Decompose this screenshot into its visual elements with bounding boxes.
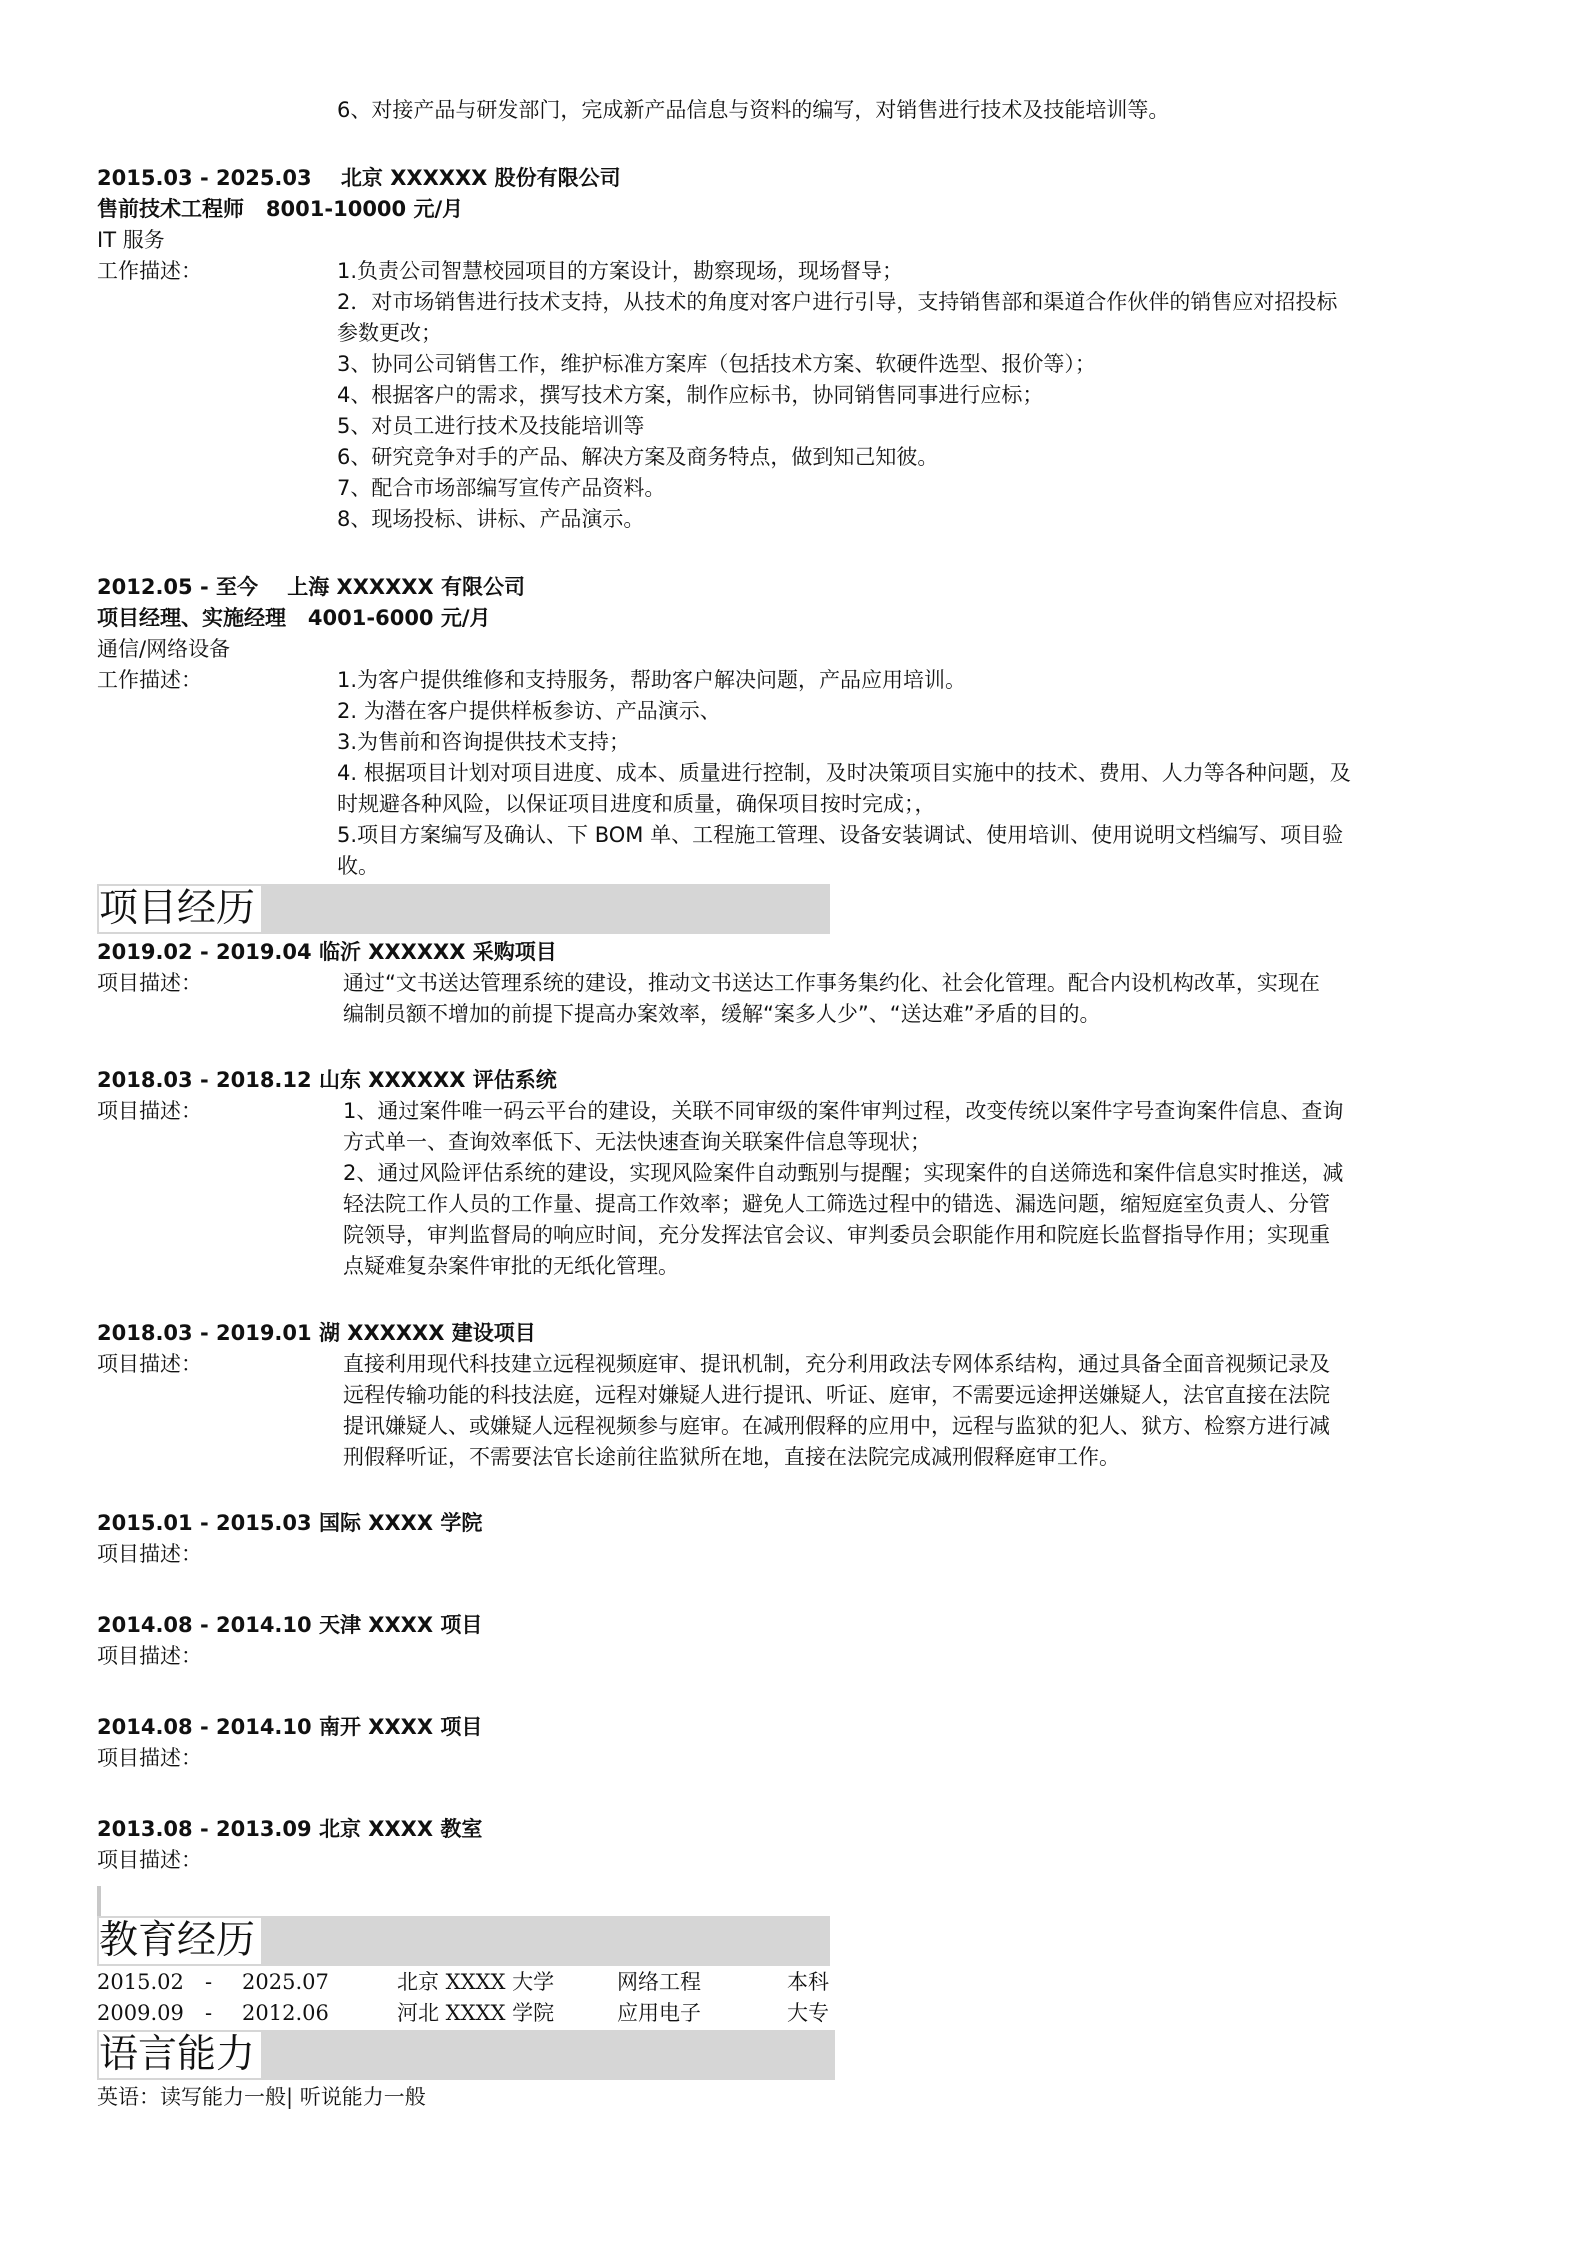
job-desc-line: 1.负责公司智慧校园项目的方案设计，勘察现场，现场督导； [337, 259, 904, 283]
project-desc-label: 项目描述： [97, 1644, 202, 1668]
edu-major: 应用电子 [617, 2001, 701, 2025]
job-industry: IT 服务 [97, 228, 165, 252]
job-desc-line: 8、现场投标、讲标、产品演示。 [337, 507, 645, 531]
edu-major: 网络工程 [617, 1970, 701, 1994]
project-desc-label: 项目描述： [97, 1099, 202, 1123]
education-row [97, 1967, 832, 1998]
project-desc-line: 直接利用现代科技建立远程视频庭审、提讯机制，充分利用政法专网体系结构，通过具备全面音视频记录及 [343, 1352, 1330, 1376]
project-desc-label: 项目描述： [97, 1352, 202, 1376]
project-desc-line: 提讯嫌疑人、或嫌疑人远程视频参与庭审。在减刑假释的应用中，远程与监狱的犯人、狱方、检察方进行减 [343, 1414, 1330, 1438]
job-desc-line: 5、对员工进行技术及技能培训等 [337, 414, 645, 438]
project-entry [97, 1712, 1507, 1774]
project-desc-line: 远程传输功能的科技法庭，远程对嫌疑人进行提讯、听证、庭审，不需要远途押送嫌疑人，法官直接在法院 [343, 1383, 1330, 1407]
edu-degree: 本科 [787, 1970, 829, 1994]
job-entry [97, 163, 1507, 535]
section-header-projects [97, 884, 830, 934]
project-entry [97, 1318, 1507, 1473]
job-desc-line: 参数更改； [337, 321, 442, 345]
job-desc-line: 时规避各种风险，以保证项目进度和质量，确保项目按时完成；， [337, 792, 936, 816]
project-desc-body [337, 1349, 1507, 1473]
section-header-language [97, 2030, 835, 2080]
job-header: 2012.05 - 至今 上海 XXXXXX 有限公司 [97, 575, 525, 599]
project-desc-line: 编制员额不增加的前提下提高办案效率，缓解“案多人少”、“送达难”矛盾的目的。 [343, 1002, 1101, 1026]
project-entry [97, 1814, 1507, 1876]
project-desc-body [337, 968, 1507, 1030]
language-line: 英语：读写能力一般| 听说能力一般 [97, 2085, 426, 2109]
project-desc-label: 项目描述： [97, 971, 202, 995]
previous-job-line: 6、对接产品与研发部门，完成新产品信息与资料的编写，对销售进行技术及技能培训等。 [337, 98, 1170, 122]
project-header: 2014.08 - 2014.10 南开 XXXX 项目 [97, 1715, 483, 1739]
job-desc-line: 4. 根据项目计划对项目进度、成本、质量进行控制，及时决策项目实施中的技术、费用、人力等各种问题，及 [337, 761, 1351, 785]
edu-school: 北京 XXXX 大学 [397, 1970, 555, 1994]
project-entry [97, 1065, 1507, 1282]
project-entry [97, 1610, 1507, 1672]
job-desc-line: 7、配合市场部编写宣传产品资料。 [337, 476, 666, 500]
job-desc-line: 2. 为潜在客户提供样板参访、产品演示、 [337, 699, 721, 723]
project-desc-line: 院领导，审判监督局的响应时间，充分发挥法官会议、审判委员会职能作用和院庭长监督指导作用；实现重 [343, 1223, 1330, 1247]
edu-dash: - [205, 2001, 213, 2025]
education-row [97, 1998, 832, 2029]
job-desc-label: 工作描述： [97, 259, 202, 283]
project-entry [97, 937, 1507, 1030]
project-desc-label: 项目描述： [97, 1746, 202, 1770]
job-desc-line: 3、协同公司销售工作，维护标准方案库（包括技术方案、软硬件选型、报价等）； [337, 352, 1096, 376]
project-header: 2015.01 - 2015.03 国际 XXXX 学院 [97, 1511, 483, 1535]
project-entry [97, 1508, 1507, 1570]
project-desc-line: 2、通过风险评估系统的建设，实现风险案件自动甄别与提醒；实现案件的自送筛选和案件信息实时推送，减 [343, 1161, 1344, 1185]
edu-degree: 大专 [787, 2001, 829, 2025]
project-desc-label: 项目描述： [97, 1542, 202, 1566]
job-industry: 通信/网络设备 [97, 637, 231, 661]
edu-school: 河北 XXXX 学院 [397, 2001, 555, 2025]
job-title: 售前技术工程师 8001-10000 元/月 [97, 197, 464, 221]
job-title: 项目经理、实施经理 4001-6000 元/月 [97, 606, 491, 630]
job-header: 2015.03 - 2025.03 北京 XXXXXX 股份有限公司 [97, 166, 621, 190]
project-header: 2018.03 - 2018.12 山东 XXXXXX 评估系统 [97, 1068, 557, 1092]
project-desc-line: 点疑难复杂案件审批的无纸化管理。 [343, 1254, 679, 1278]
project-desc-line: 1、通过案件唯一码云平台的建设，关联不同审级的案件审判过程，改变传统以案件字号查询案件信息、查询 [343, 1099, 1344, 1123]
edu-end: 2012.06 [242, 2001, 329, 2025]
section-header-education [97, 1916, 830, 1966]
job-desc-body [337, 256, 1507, 535]
job-desc-line: 收。 [337, 854, 379, 878]
project-desc-line: 方式单一、查询效率低下、无法快速查询关联案件信息等现状； [343, 1130, 931, 1154]
project-desc-label: 项目描述： [97, 1848, 202, 1872]
section-title: 教育经历 [99, 1918, 261, 1964]
project-desc-line: 轻法院工作人员的工作量、提高工作效率；避免人工筛选过程中的错选、漏选问题，缩短庭室负责人、分管 [343, 1192, 1330, 1216]
job-desc-line: 1.为客户提供维修和支持服务，帮助客户解决问题，产品应用培训。 [337, 668, 967, 692]
edu-start: 2009.09 [97, 2001, 184, 2025]
job-desc-line: 3.为售前和咨询提供技术支持； [337, 730, 631, 754]
job-desc-line: 2．对市场销售进行技术支持，从技术的角度对客户进行引导，支持销售部和渠道合作伙伴的销售应对招投标 [337, 290, 1338, 314]
section-title: 项目经历 [99, 886, 261, 932]
project-header: 2019.02 - 2019.04 临沂 XXXXXX 采购项目 [97, 940, 557, 964]
job-desc-body [337, 665, 1507, 882]
section-title: 语言能力 [99, 2032, 261, 2078]
project-desc-body [337, 1096, 1507, 1282]
project-header: 2013.08 - 2013.09 北京 XXXX 教室 [97, 1817, 483, 1841]
project-desc-line: 通过“文书送达管理系统的建设，推动文书送达工作事务集约化、社会化管理。配合内设机构改革，实现在 [343, 971, 1320, 995]
job-entry [97, 572, 1507, 882]
job-desc-line: 6、研究竞争对手的产品、解决方案及商务特点，做到知己知彼。 [337, 445, 939, 469]
project-header: 2014.08 - 2014.10 天津 XXXX 项目 [97, 1613, 483, 1637]
edu-start: 2015.02 [97, 1970, 184, 1994]
project-desc-line: 刑假释听证，不需要法官长途前往监狱所在地，直接在法院完成减刑假释庭审工作。 [343, 1445, 1120, 1469]
job-desc-line: 5.项目方案编写及确认、下 BOM 单、工程施工管理、设备安装调试、使用培训、使用说明文档编写、项目验 [337, 823, 1344, 847]
job-desc-label: 工作描述： [97, 668, 202, 692]
edu-end: 2025.07 [242, 1970, 329, 1994]
project-header: 2018.03 - 2019.01 湖 XXXXXX 建设项目 [97, 1321, 536, 1345]
edu-dash: - [205, 1970, 213, 1994]
job-desc-line: 4、根据客户的需求，撰写技术方案，制作应标书，协同销售同事进行应标； [337, 383, 1044, 407]
education-table [97, 1967, 832, 2029]
